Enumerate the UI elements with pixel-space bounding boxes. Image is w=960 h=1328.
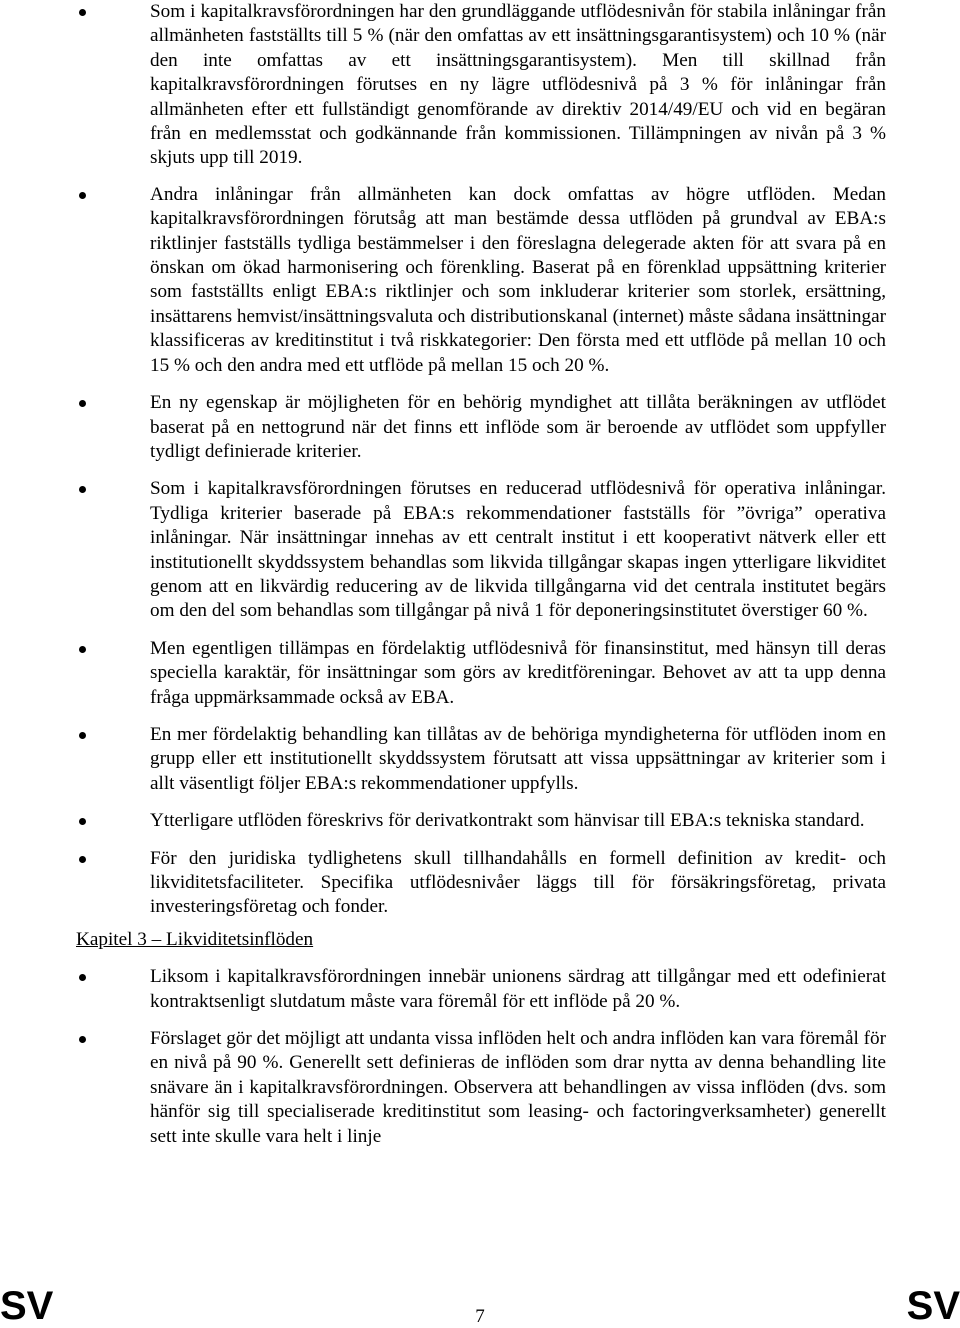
list-item <box>76 183 886 378</box>
bullet-icon <box>79 732 86 739</box>
bullet-icon <box>79 646 86 653</box>
list-item <box>76 809 886 833</box>
list-item <box>76 1027 886 1149</box>
list-item-text: Som i kapitalkravsförordningen har den grundläggande utflödesnivån för stabila inlåningar från allmänheten fastställts till 5 % (när den omfattas av ett insättningsgarantisystem) och 10 % (när den inte omfattas av ett insättningsgarantisystem). Men till skillnad från kapitalkravsförordningen förutses en ny lägre utflödesnivå på 3 % för inlåningar från allmänheten efter ett fullständigt genomförande av direktiv 2014/49/EU och vid en begäran från en medlemsstat och godkännande från kommissionen. Tillämpningen av nivån på 3 % skjuts upp till 2019. <box>150 1 886 169</box>
document-body <box>76 0 886 1149</box>
language-code-left: SV <box>0 1284 54 1328</box>
list-item <box>76 847 886 920</box>
chapter-heading: Kapitel 3 – Likviditetsinflöden <box>76 928 314 950</box>
list-item <box>76 965 886 1014</box>
bullet-icon <box>79 192 86 199</box>
bullet-icon <box>79 400 86 407</box>
list-item-text: Liksom i kapitalkravsförordningen innebär unionens särdrag att tillgångar med ett odefinierat kontraktsenligt slutdatum måste vara föremål för ett inflöde på 20 %. <box>150 966 886 1012</box>
list-item-text: Andra inlåningar från allmänheten kan dock omfattas av högre utflöden. Medan kapitalkravsförordningen förutsåg att man bestämde dessa utflöden på grundval av EBA:s riktlinjer fastställs tydliga bestämmelser i den föreslagna delegerade akten för att svara på en önskan om ökad harmonisering och förenkling. Baserat på en förenklad uppsättning kriterier som fastställts enligt EBA:s riktlinjer och som inkluderar kriterier som storlek, ersättning, insättarens hemvist/insättningsvaluta och distributionskanal (internet) måste sådana insättningar klassificeras av kreditinstitut i två riskkategorier: Den första med ett utflöde på mellan 10 och 15 % och den andra med ett utflöde på mellan 15 och 20 %. <box>150 183 886 376</box>
list-item <box>76 477 886 623</box>
list-item-text: En mer fördelaktig behandling kan tillåtas av de behöriga myndigheterna för utflöden inom en grupp eller ett institutionellt skyddssystem förutsatt att vissa uppsättningar av kriterier som i allt väsentligt följer EBA:s rekommendationer uppfylls. <box>150 723 886 794</box>
language-code-right: SV <box>906 1284 960 1328</box>
inflow-bullet-list <box>76 965 886 1149</box>
bullet-icon <box>79 1036 86 1043</box>
page-number: 7 <box>475 1306 485 1327</box>
list-item <box>76 0 886 171</box>
list-item-text: Ytterligare utflöden föreskrivs för derivatkontrakt som hänvisar till EBA:s tekniska standard. <box>150 810 865 832</box>
bullet-icon <box>79 486 86 493</box>
list-item-text: En ny egenskap är möjligheten för en behörig myndighet att tillåta beräkningen av utflödet baserat på en nettogrund när det finns ett inflöde som är beroende av utflödet som uppfyller tydligt definierade kriterier. <box>150 392 886 462</box>
bullet-icon <box>79 856 86 863</box>
list-item <box>76 391 886 464</box>
list-item-text: Som i kapitalkravsförordningen förutses en reducerad utflödesnivå för operativa inlåningar. Tydliga kriterier baserade på EBA:s rekommendationer fastställs för ”övriga” operativa inlåningar. När insättningar innehas av ett centralt institut i ett kooperativt nätverk eller ett institutionellt skyddssystem behandlas som likvida tillgångar skapas ingen ytterligare likviditet genom att en likvärdig reducering av de likvida tillgångarna vid det centrala institutet begärs om den del som behandlas som tillgångar på nivå 1 för deponeringsinstitutet överstiger 60 %. <box>150 478 886 622</box>
list-item-text: Förslaget gör det möjligt att undanta vissa inflöden helt och andra inflöden kan vara föremål för en nivå på 90 %. Generellt sett definieras de inflöden som drar nytta av denna behandling lite snävare än i kapitalkravsförordningen. Observera att behandlingen av vissa inflöden (dvs. som hänför sig till specialiserade kreditinstitut som leasing- och factoringverksamheter) generellt sett inte skulle vara helt i linje <box>150 1028 886 1147</box>
list-item <box>76 637 886 710</box>
bullet-icon <box>79 974 86 981</box>
bullet-icon <box>79 9 86 16</box>
outflow-bullet-list <box>76 0 886 920</box>
list-item-text: Men egentligen tillämpas en fördelaktig utflödesnivå för finansinstitut, med hänsyn till deras speciella karaktär, för insättningar som görs av kreditföreningar. Behovet av att ta upp denna fråga uppmärksammade också av EBA. <box>150 637 886 708</box>
list-item <box>76 723 886 796</box>
list-item-text: För den juridiska tydlighetens skull tillhandahålls en formell definition av kredit- och likviditetsfaciliteter. Specifika utflödesnivåer läggs till för försäkringsföretag, privata investeringsföretag och fonder. <box>150 847 886 918</box>
bullet-icon <box>79 818 86 825</box>
